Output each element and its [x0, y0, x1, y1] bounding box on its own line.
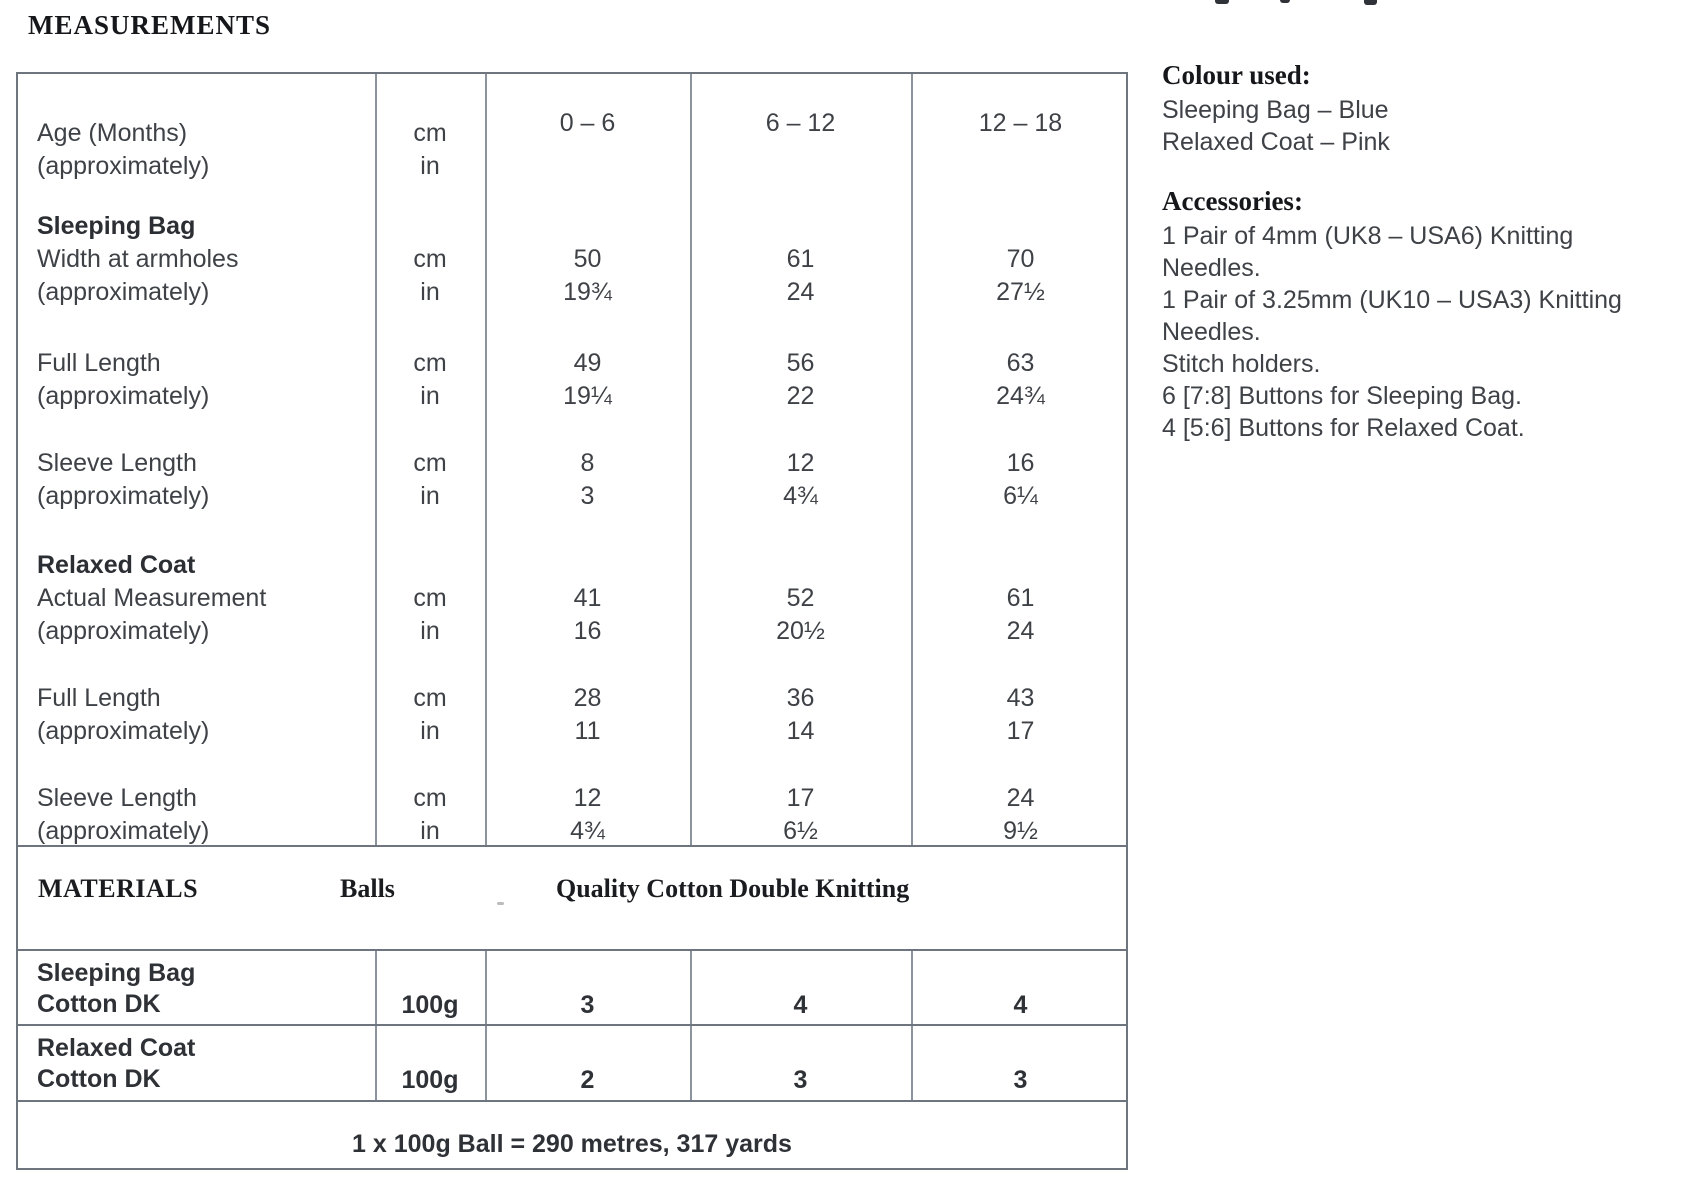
materials-header-row: [18, 874, 1126, 914]
yarn-project-name: Sleeping Bag: [37, 959, 196, 987]
unit-cm: cm: [413, 245, 447, 273]
scan-artifact: [1364, 0, 1377, 5]
section-title: Sleeping Bag: [37, 212, 196, 240]
materials-row-relaxed-coat: [18, 1024, 1126, 1100]
ball-size: 100g: [401, 991, 459, 1019]
accessories-item: Stitch holders.: [1162, 350, 1321, 378]
value-cm: 43: [1006, 684, 1035, 712]
row-label: Width at armholes: [37, 245, 239, 273]
unit-in: in: [420, 717, 440, 745]
measurements-table: [16, 72, 1128, 1170]
value-cm: 52: [786, 584, 815, 612]
value-in: 14: [786, 717, 815, 745]
page-title: MEASUREMENTS: [28, 10, 272, 40]
value-cm: 12: [786, 449, 815, 477]
value-in: 27½: [996, 278, 1045, 306]
colour-used-item: Sleeping Bag – Blue: [1162, 96, 1389, 124]
ball-count: 3: [580, 991, 595, 1019]
unit-in: in: [420, 278, 440, 306]
accessories-heading: Accessories:: [1162, 186, 1303, 216]
value-cm: 24: [1006, 784, 1035, 812]
row-label: Full Length: [37, 684, 161, 712]
accessories-item: 1 Pair of 3.25mm (UK10 – USA3) Knitting Needles.: [1162, 286, 1622, 346]
value-in: 19¼: [563, 382, 612, 410]
row-sublabel: (approximately): [37, 617, 210, 645]
value-in: 24¾: [996, 382, 1045, 410]
accessories-item: 6 [7:8] Buttons for Sleeping Bag.: [1162, 382, 1522, 410]
value-in: 11: [574, 717, 601, 745]
value-cm: 16: [1006, 449, 1035, 477]
table-row-measurement: [18, 549, 1126, 648]
value-in: 9½: [1003, 817, 1038, 845]
table-row-measurement: [18, 782, 1126, 848]
ball-count: 2: [580, 1066, 595, 1094]
table-row-measurement: [18, 347, 1126, 413]
unit-in: in: [420, 617, 440, 645]
row-label: Sleeve Length: [37, 784, 197, 812]
row-sublabel: (approximately): [37, 482, 210, 510]
value-in: 4¾: [570, 817, 605, 845]
value-cm: 12: [573, 784, 602, 812]
row-label: Full Length: [37, 349, 161, 377]
row-label: Age (Months): [37, 119, 188, 147]
value-in: 6¼: [1003, 482, 1038, 510]
scan-artifact: [1215, 0, 1229, 4]
accessories-item: 4 [5:6] Buttons for Relaxed Coat.: [1162, 414, 1525, 442]
value-cm: 28: [573, 684, 602, 712]
value-cm: 36: [786, 684, 815, 712]
scan-artifact: [1280, 0, 1290, 3]
row-sublabel: (approximately): [37, 817, 210, 845]
unit-in: in: [420, 382, 440, 410]
unit-cm: cm: [413, 449, 447, 477]
value-cm: 8: [580, 449, 595, 477]
value-cm: 63: [1006, 349, 1035, 377]
row-label: Sleeve Length: [37, 449, 197, 477]
section-title: Relaxed Coat: [37, 551, 196, 579]
value-cm: 41: [573, 584, 602, 612]
table-gridline: [18, 1100, 1126, 1102]
value-in: 22: [786, 382, 815, 410]
unit-cm: cm: [413, 349, 447, 377]
ball-size: 100g: [401, 1066, 459, 1094]
value-cm: 56: [786, 349, 815, 377]
value-cm: 17: [786, 784, 815, 812]
unit-cm: cm: [413, 784, 447, 812]
value-in: 3: [580, 482, 595, 510]
value-cm: 61: [786, 245, 815, 273]
ball-count: 3: [1013, 1066, 1028, 1094]
materials-heading: MATERIALS: [38, 874, 199, 903]
size-header: 6 – 12: [765, 109, 836, 137]
value-in: 6½: [783, 817, 818, 845]
materials-balls-label: Balls: [340, 874, 395, 903]
yarn-type: Cotton DK: [37, 1065, 161, 1093]
colour-used-heading: Colour used:: [1162, 60, 1311, 90]
materials-row-sleeping-bag: [18, 949, 1126, 1024]
colour-used-item: Relaxed Coat – Pink: [1162, 128, 1390, 156]
accessories-item: 1 Pair of 4mm (UK8 – USA6) Knitting Needles.: [1162, 222, 1574, 282]
row-sublabel: (approximately): [37, 717, 210, 745]
value-in: 4¾: [783, 482, 818, 510]
value-in: 20½: [776, 617, 825, 645]
value-cm: 50: [573, 245, 602, 273]
unit-in: in: [420, 817, 440, 845]
unit-cm: cm: [413, 584, 447, 612]
size-header: 0 – 6: [559, 109, 616, 137]
row-label: Actual Measurement: [37, 584, 267, 612]
unit-in: in: [420, 152, 440, 180]
ball-yardage-note: 1 x 100g Ball = 290 metres, 317 yards: [352, 1130, 792, 1158]
table-row-measurement: [18, 210, 1126, 309]
ball-count: 4: [1013, 991, 1028, 1019]
unit-in: in: [420, 482, 440, 510]
ball-count: 4: [793, 991, 808, 1019]
value-in: 24: [786, 278, 815, 306]
ball-count: 3: [793, 1066, 808, 1094]
table-row-measurement: [18, 447, 1126, 513]
table-row-measurement: [18, 682, 1126, 748]
materials-yarn-name: Quality Cotton Double Knitting: [556, 874, 910, 903]
value-in: 19¾: [563, 278, 612, 306]
value-cm: 49: [573, 349, 602, 377]
yarn-type: Cotton DK: [37, 990, 161, 1018]
yarn-project-name: Relaxed Coat: [37, 1034, 196, 1062]
unit-cm: cm: [413, 684, 447, 712]
value-in: 16: [573, 617, 602, 645]
side-column: [1162, 58, 1662, 444]
row-sublabel: (approximately): [37, 152, 210, 180]
row-sublabel: (approximately): [37, 382, 210, 410]
size-header: 12 – 18: [978, 109, 1063, 137]
row-sublabel: (approximately): [37, 278, 210, 306]
value-cm: 70: [1006, 245, 1035, 273]
value-in: 24: [1006, 617, 1035, 645]
unit-cm: cm: [413, 119, 447, 147]
value-in: 17: [1006, 717, 1035, 745]
value-cm: 61: [1006, 584, 1035, 612]
table-row-age: [18, 107, 1126, 180]
